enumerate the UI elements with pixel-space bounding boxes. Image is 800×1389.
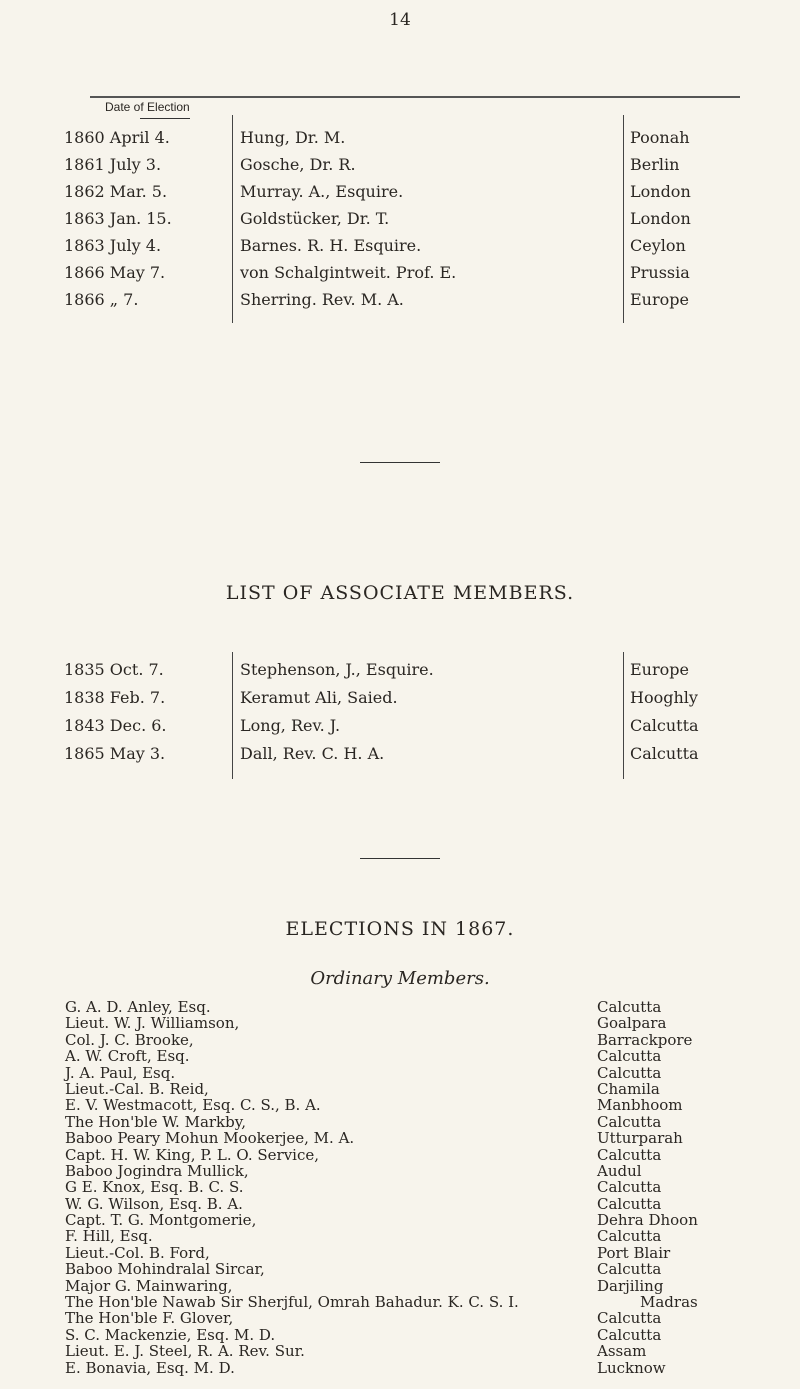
member-name: J. A. Paul, Esq. [65, 1063, 176, 1082]
member-place: Calcutta [597, 1112, 662, 1131]
member-place: Calcutta [597, 1047, 662, 1066]
member-name: E. Bonavia, Esq. M. D. [65, 1358, 235, 1377]
member-place: Calcutta [597, 1309, 662, 1328]
member-name: Lieut.-Col. B. Ford, [65, 1243, 210, 1262]
member-place: Calcutta [597, 1260, 662, 1279]
column-divider [232, 652, 233, 779]
member-name: Capt. H. W. King, P. L. O. Service, [65, 1145, 320, 1164]
member-place: Calcutta [597, 1325, 662, 1344]
member-name: Major G. Mainwaring, [65, 1276, 233, 1295]
column-divider [623, 652, 624, 779]
section-divider [360, 858, 440, 859]
member-name: The Hon'ble Nawab Sir Sherjful, Omrah Bahadur. K. C. S. I. [65, 1293, 519, 1312]
associate-members-title: LIST OF ASSOCIATE MEMBERS. [225, 582, 575, 604]
member-place: Manbhoom [597, 1096, 683, 1115]
member-place: Calcutta [597, 998, 662, 1016]
member-place: Goalpara [597, 1014, 667, 1033]
member-name: E. V. Westmacott, Esq. C. S., B. A. [65, 1096, 321, 1115]
member-name: G. A. D. Anley, Esq. [65, 998, 211, 1016]
member-name: Baboo Jogindra Mullick, [65, 1161, 249, 1180]
section-divider [360, 462, 440, 463]
member-name: Baboo Mohindralal Sircar, [65, 1260, 265, 1279]
member-name: Lieut. E. J. Steel, R. A. Rev. Sur. [65, 1342, 305, 1361]
member-name: W. G. Wilson, Esq. B. A. [65, 1194, 243, 1213]
member-name: Lieut. W. J. Williamson, [65, 1014, 240, 1033]
member-place: Barrackpore [597, 1030, 693, 1049]
member-name: Lieut.-Cal. B. Reid, [65, 1079, 209, 1098]
member-place: Darjiling [597, 1276, 664, 1295]
member-place: Calcutta [597, 1145, 662, 1164]
member-name: The Hon'ble F. Glover, [65, 1309, 234, 1328]
column-header-underline [140, 118, 190, 119]
ordinary-members-subhead: Ordinary Members. [310, 968, 490, 989]
member-place: Assam [597, 1342, 647, 1361]
column-header-date: Date of Election [105, 100, 190, 114]
column-divider [623, 115, 624, 323]
member-name: G E. Knox, Esq. B. C. S. [65, 1178, 244, 1197]
member-place: Chamila [597, 1079, 660, 1098]
member-place: Dehra Dhoon [597, 1211, 698, 1230]
member-place: Audul [597, 1161, 642, 1180]
header-rule [90, 96, 740, 98]
member-place: Calcutta [597, 1063, 662, 1082]
elections-1867-title: ELECTIONS IN 1867. [285, 918, 515, 940]
member-name: The Hon'ble W. Markby, [65, 1112, 246, 1131]
member-place: Calcutta [597, 1194, 662, 1213]
member-name: Col. J. C. Brooke, [65, 1030, 194, 1049]
member-name: A. W. Croft, Esq. [65, 1047, 190, 1066]
member-place: Madras [640, 1293, 698, 1312]
column-divider [232, 115, 233, 323]
member-name: Capt. T. G. Montgomerie, [65, 1211, 257, 1230]
member-name: F. Hill, Esq. [65, 1227, 153, 1246]
member-place: Calcutta [597, 1227, 662, 1246]
member-name: Baboo Peary Mohun Mookerjee, M. A. [65, 1129, 355, 1148]
member-place: Port Blair [597, 1243, 671, 1262]
member-place: Calcutta [597, 1178, 662, 1197]
member-place: Utturparah [597, 1129, 683, 1148]
member-name: S. C. Mackenzie, Esq. M. D. [65, 1325, 276, 1344]
member-place: Lucknow [597, 1358, 666, 1377]
page-number: 14 [389, 10, 411, 30]
